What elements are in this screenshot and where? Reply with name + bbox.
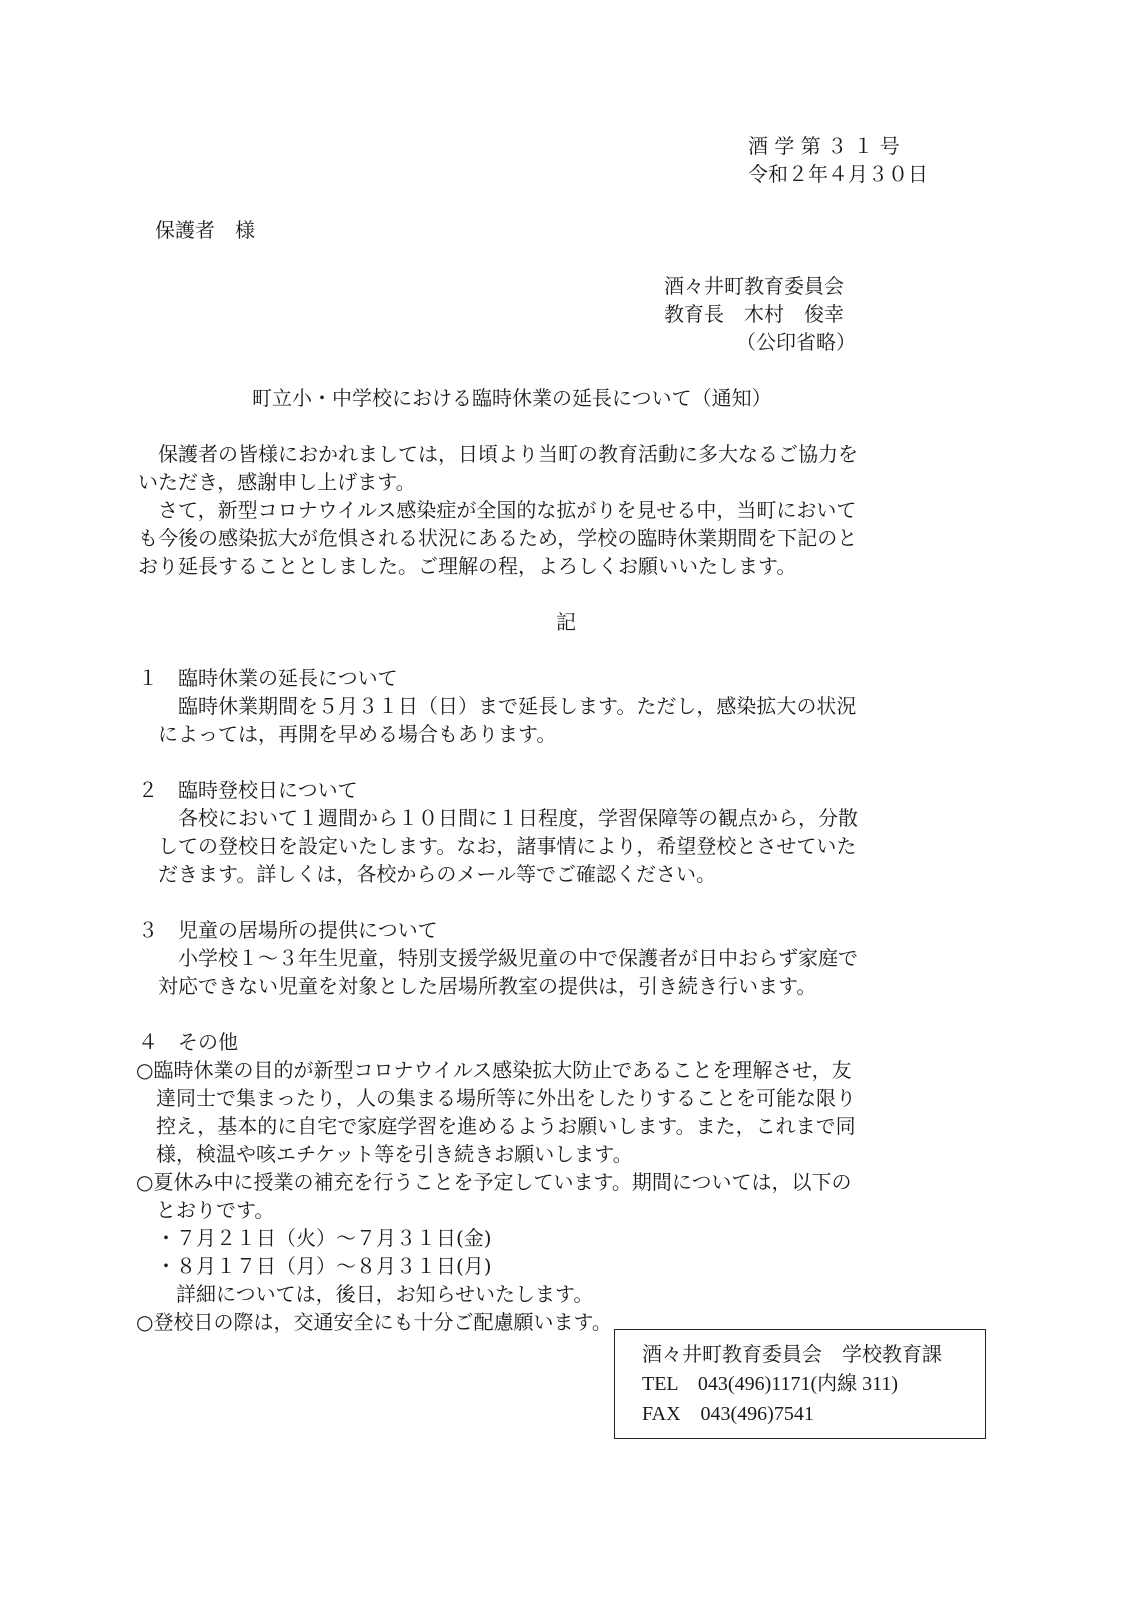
- section-line: 詳細については，後日，お知らせいたします。: [136, 1282, 594, 1306]
- notice-title: 町立小・中学校における臨時休業の延長について（通知）: [252, 386, 772, 410]
- contact-fax: FAX 043(496)7541: [642, 1403, 814, 1425]
- section-line: ○臨時休業の目的が新型コロナウイルス感染拡大防止であることを理解させ，友: [136, 1058, 852, 1082]
- date-range-item: ・７月２１日（火）～７月３１日(金): [136, 1226, 492, 1250]
- section-line: によっては，再開を早める場合もあります。: [158, 722, 557, 746]
- section-line: 控え，基本的に自宅で家庭学習を進めるようお願いします。また，これまで同: [136, 1114, 856, 1138]
- document-date: 令和２年４月３０日: [748, 162, 928, 186]
- section-line: 様，検温や咳エチケット等を引き続きお願いします。: [136, 1142, 633, 1166]
- section-heading: ４ その他: [138, 1030, 238, 1054]
- intro-line: 保護者の皆様におかれましては，日頃より当町の教育活動に多大なるご協力を: [138, 442, 858, 466]
- section-line: 対応できない児童を対象とした居場所教室の提供は，引き続き行います。: [158, 974, 817, 998]
- section-line: ○夏休み中に授業の補充を行うことを予定しています。期間については，以下の: [136, 1170, 852, 1194]
- seal-omitted-note: （公印省略）: [736, 330, 856, 354]
- intro-line: も今後の感染拡大が危惧される状況にあるため，学校の臨時休業期間を下記のと: [138, 526, 858, 550]
- date-range-item: ・８月１７日（月）～８月３１日(月): [136, 1254, 492, 1278]
- section-heading: １ 臨時休業の延長について: [138, 666, 398, 690]
- section-line: しての登校日を設定いたします。なお，諸事情により，希望登校とさせていた: [158, 834, 857, 858]
- section-line: だきます。詳しくは，各校からのメール等でご確認ください。: [158, 862, 716, 886]
- section-heading: ３ 児童の居場所の提供について: [138, 918, 438, 942]
- section-line: ○登校日の際は，交通安全にも十分ご配慮願います。: [136, 1310, 612, 1334]
- contact-tel: TEL 043(496)1171(内線 311): [642, 1373, 899, 1395]
- sender-signatory: 教育長 木村 俊幸: [664, 302, 844, 326]
- section-line: 各校において１週間から１０日間に１日程度，学習保障等の観点から，分散: [158, 806, 858, 830]
- intro-line: いただき，感謝申し上げます。: [138, 470, 416, 494]
- section-line: 小学校１～３年生児童，特別支援学級児童の中で保護者が日中おらず家庭で: [158, 946, 858, 970]
- contact-department: 酒々井町教育委員会 学校教育課: [642, 1342, 942, 1366]
- document-number: 酒 学 第 ３ １ 号: [748, 134, 900, 158]
- intro-line: おり延長することとしました。ご理解の程，よろしくお願いいたします。: [138, 554, 797, 578]
- ki-heading: 記: [556, 610, 576, 634]
- section-line: 達同士で集まったり，人の集まる場所等に外出をしたりすることを可能な限り: [136, 1086, 856, 1110]
- section-line: 臨時休業期間を５月３１日（日）まで延長します。ただし，感染拡大の状況: [158, 694, 857, 718]
- sender-organization: 酒々井町教育委員会: [664, 274, 844, 298]
- section-heading: ２ 臨時登校日について: [138, 778, 358, 802]
- section-line: とおりです。: [136, 1198, 275, 1222]
- intro-line: さて，新型コロナウイルス感染症が全国的な拡がりを見せる中，当町において: [138, 498, 857, 522]
- recipient: 保護者 様: [155, 218, 255, 242]
